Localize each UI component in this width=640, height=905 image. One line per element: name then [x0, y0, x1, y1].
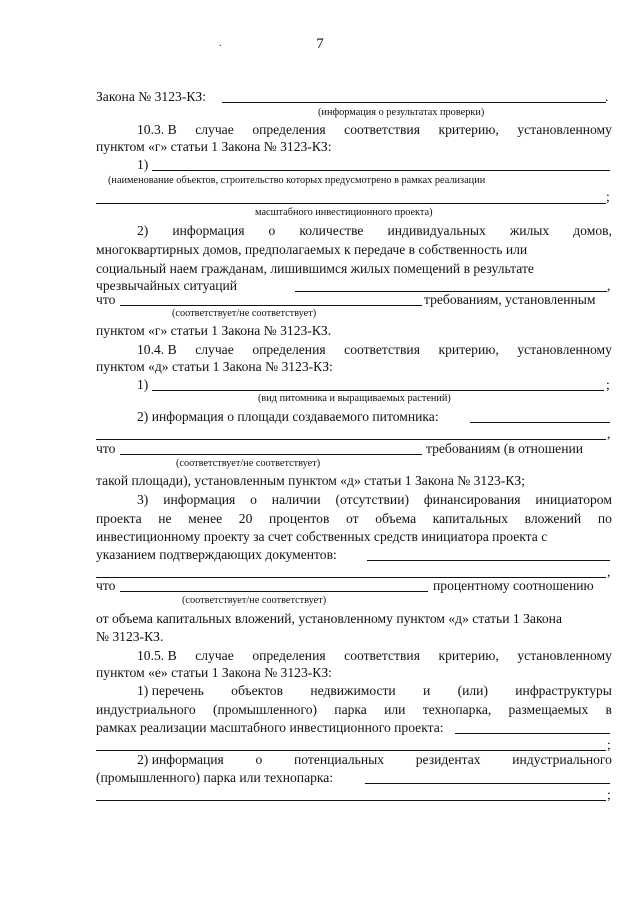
documents-end: ,: [607, 564, 611, 579]
requirements-label: требованиям, установленным: [424, 292, 596, 307]
realty-field[interactable]: [455, 733, 610, 734]
item3-line2: проекта не менее 20 процентов от объема капитальных вложений по: [96, 511, 612, 526]
item1-label: 1): [137, 157, 149, 172]
objects-line-end: ;: [606, 189, 610, 204]
nursery-type-field[interactable]: [152, 390, 604, 391]
volume-line-2: № 3123-КЗ.: [96, 629, 164, 644]
area-conformity-field[interactable]: [120, 454, 422, 455]
nursery-area-field[interactable]: [470, 422, 610, 423]
caption-conform-2: (соответствует/не соответствует): [176, 458, 321, 469]
item2-line4: чрезвычайных ситуаций: [96, 278, 238, 293]
nursery-area-field-line2[interactable]: [96, 439, 606, 440]
caption-conform: (соответствует/не соответствует): [172, 308, 317, 319]
item2-line3: социальный наем гражданам, лишившимся жилых помещений в результате: [96, 261, 534, 276]
caption-objects: (наименование объектов, строительство которых предусмотрено в рамках реализации: [108, 175, 486, 186]
realty-line1: 1) перечень объектов недвижимости и (или) инфраструктуры: [137, 683, 612, 698]
check-result-field[interactable]: [222, 102, 606, 103]
nursery-area-end: ,: [607, 426, 611, 441]
realty-field-line2[interactable]: [96, 750, 606, 751]
what-label-2: что: [96, 441, 116, 456]
volume-line: от объема капитальных вложений, установленному пунктом «д» статьи 1 Закона: [96, 611, 562, 626]
item3-line1: 3) информация о наличии (отсутствии) финансирования инициатором: [137, 492, 612, 507]
residents-end: ;: [607, 787, 611, 802]
caption-conform-3: (соответствует/не соответствует): [182, 595, 327, 606]
objects-field[interactable]: [152, 170, 610, 171]
percent-label: процентному соотношению: [433, 578, 594, 593]
area-requirements-label: требованиям (в отношении: [426, 441, 584, 456]
residents-line2: (промышленного) парка или технопарка:: [96, 770, 334, 785]
caption-nursery: (вид питомника и выращиваемых растений): [258, 393, 451, 404]
page-mark: .: [219, 38, 222, 49]
residents-line1: 2) информация о потенциальных резидентах индустриального: [137, 752, 612, 767]
section-10-3-intro: 10.3. В случае определения соответствия критерию, установленному: [137, 122, 612, 137]
section-10-3-intro-line2: пунктом «г» статьи 1 Закона № 3123-КЗ:: [96, 139, 332, 154]
objects-field-line2[interactable]: [96, 203, 606, 204]
nursery-line-end: ;: [606, 377, 610, 392]
section-10-5-intro-line2: пунктом «е» статьи 1 Закона № 3123-КЗ:: [96, 665, 332, 680]
caption-project: масштабного инвестиционного проекта): [255, 207, 433, 218]
documents-field[interactable]: [367, 560, 610, 561]
percent-conformity-field[interactable]: [120, 591, 428, 592]
section-10-5-intro: 10.5. В случае определения соответствия критерию, установленному: [137, 648, 612, 663]
page-number: 7: [316, 36, 324, 52]
realty-end: ;: [607, 737, 611, 752]
residents-field[interactable]: [365, 783, 610, 784]
section-10-4-intro: 10.4. В случае определения соответствия критерию, установленному: [137, 342, 612, 357]
nursery-area-label: 2) информация о площади создаваемого питомника:: [137, 409, 439, 424]
section-10-4-intro-line2: пунктом «д» статьи 1 Закона № 3123-КЗ:: [96, 359, 333, 374]
check-line-end: .: [605, 89, 609, 104]
what-label-3: что: [96, 578, 116, 593]
law-label: Закона № 3123-КЗ:: [96, 89, 206, 104]
item2-line1: 2) информация о количестве индивидуальных жилых домов,: [137, 223, 612, 238]
item3-line4: указанием подтверждающих документов:: [96, 547, 337, 562]
realty-line3: рамках реализации масштабного инвестиционного проекта:: [96, 720, 444, 735]
what-label: что: [96, 292, 116, 307]
realty-line2: индустриального (промышленного) парка или технопарка, размещаемых в: [96, 702, 612, 717]
housing-line-end: ,: [607, 278, 611, 293]
caption-check-result: (информация о результатах проверки): [318, 107, 485, 118]
item2-line2: многоквартирных домов, предполагаемых к передаче в собственность или: [96, 242, 528, 257]
section-10-3-closing: пунктом «г» статьи 1 Закона № 3123-КЗ.: [96, 323, 332, 338]
area-line: такой площади), установленным пунктом «д» статьи 1 Закона № 3123-КЗ;: [96, 473, 525, 488]
conformity-field[interactable]: [120, 305, 422, 306]
residents-field-line2[interactable]: [96, 800, 606, 801]
item3-line3: инвестиционному проекту за счет собственных средств инициатора проекта с: [96, 529, 548, 544]
nursery-item1-label: 1): [137, 377, 149, 392]
